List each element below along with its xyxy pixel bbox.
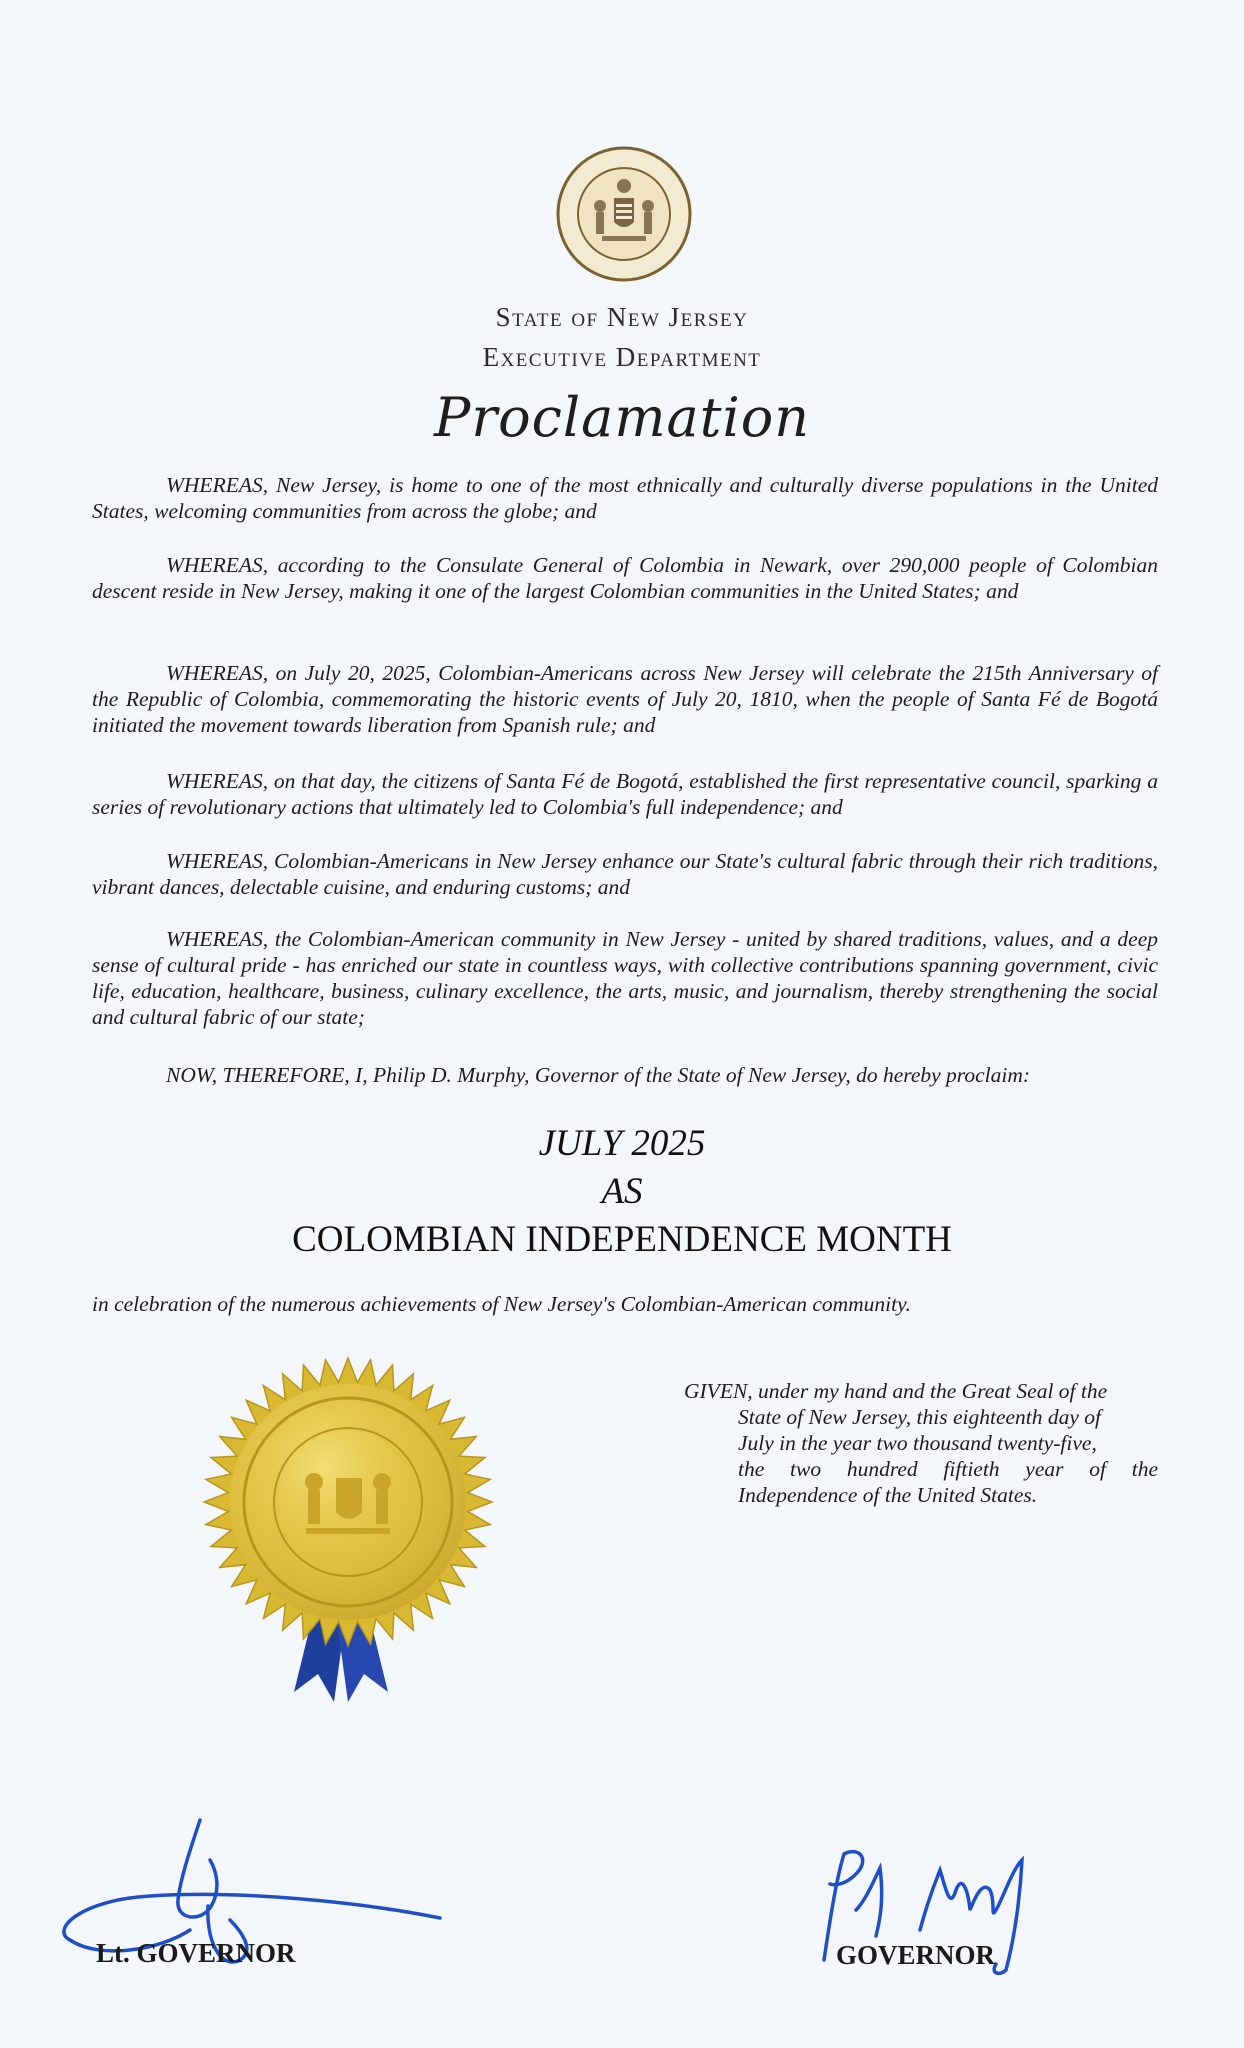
department-heading: Executive Department bbox=[482, 342, 762, 372]
therefore-paragraph bbox=[92, 1062, 1158, 1088]
whereas-paragraph-6 bbox=[92, 926, 1158, 1030]
lt-governor-label: Lt. GOVERNOR bbox=[96, 1938, 296, 1968]
given-line-5: Independence of the United States. bbox=[738, 1483, 1038, 1507]
whereas-paragraph-1 bbox=[92, 472, 1158, 524]
celebration-line: in celebration of the numerous achievements of New Jersey's Colombian-American community. bbox=[92, 1292, 911, 1316]
whereas-paragraph-4 bbox=[92, 768, 1158, 820]
great-seal-emblem bbox=[556, 146, 692, 282]
gold-seal-icon bbox=[196, 1352, 500, 1712]
given-block bbox=[684, 1378, 1158, 1508]
paragraph-text: WHEREAS, Colombian-Americans in New Jersey enhance our State's cultural fabric through their rich traditions, vibrant dances, delectable cuisine, and enduring customs; and bbox=[92, 849, 1158, 899]
proclaimed-month-name: COLOMBIAN INDEPENDENCE MONTH bbox=[292, 1219, 952, 1260]
governor-label: GOVERNOR bbox=[836, 1940, 996, 1970]
proclaimed-date: JULY 2025 bbox=[538, 1123, 706, 1164]
whereas-paragraph-2 bbox=[92, 552, 1158, 604]
proclaimed-as: AS bbox=[601, 1171, 643, 1212]
paragraph-text: WHEREAS, according to the Consulate General of Colombia in Newark, over 290,000 people of Colombian descent reside in New Jersey, making it one of the largest Colombian communities in the United States; and bbox=[92, 553, 1158, 603]
paragraph-text: NOW, THEREFORE, I, Philip D. Murphy, Governor of the State of New Jersey, do hereby proclaim: bbox=[166, 1063, 1031, 1087]
given-line-3: July in the year two thousand twenty-five, bbox=[738, 1431, 1097, 1455]
paragraph-text: WHEREAS, on July 20, 2025, Colombian-Americans across New Jersey will celebrate the 215th Anniversary of the Republic of Colombia, commemorating the historic events of July 20, 1810, when the people of Santa Fé de Bogotá initiated the movement towards liberation from Spanish rule; and bbox=[92, 661, 1158, 737]
state-heading: State of New Jersey bbox=[495, 302, 749, 332]
given-line-1: GIVEN, under my hand and the Great Seal of the bbox=[684, 1379, 1108, 1403]
given-line-4: the two hundred fiftieth year of the bbox=[738, 1457, 1158, 1481]
given-line-2: State of New Jersey, this eighteenth day of bbox=[738, 1405, 1102, 1429]
whereas-paragraph-3 bbox=[92, 660, 1158, 738]
paragraph-text: WHEREAS, New Jersey, is home to one of the most ethnically and culturally diverse populations in the United States, welcoming communities from across the globe; and bbox=[92, 473, 1158, 523]
proclamation-title: Proclamation bbox=[433, 386, 811, 449]
whereas-paragraph-5 bbox=[92, 848, 1158, 900]
paragraph-text: WHEREAS, the Colombian-American community in New Jersey - united by shared traditions, values, and a deep sense of cultural pride - has enriched our state in countless ways, with collective contributions spanning government, civic life, education, healthcare, business, culinary excellence, the arts, music, and journalism, thereby strengthening the social and cultural fabric of our state; bbox=[92, 927, 1158, 1029]
paragraph-text: WHEREAS, on that day, the citizens of Santa Fé de Bogotá, established the first representative council, sparking a series of revolutionary actions that ultimately led to Colombia's full independence; and bbox=[92, 769, 1158, 819]
